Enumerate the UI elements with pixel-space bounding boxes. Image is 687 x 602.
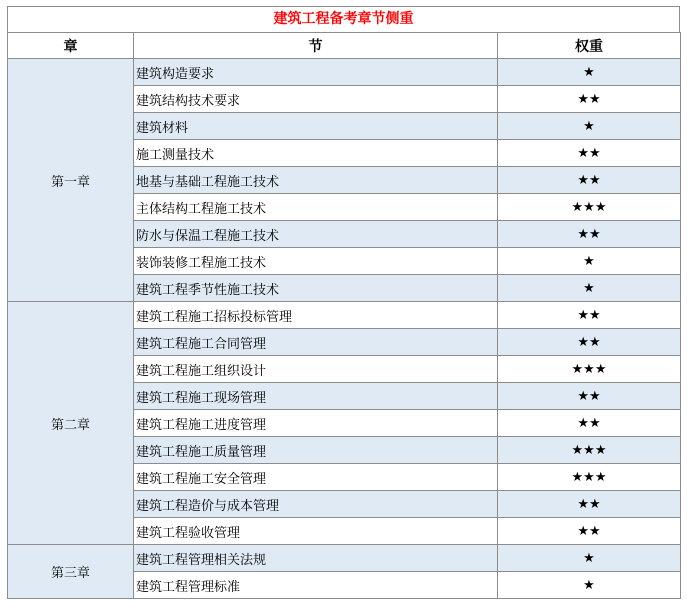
weight-stars: ★★★: [498, 437, 681, 464]
weight-stars: ★★: [498, 410, 681, 437]
header-chapter: 章: [8, 33, 134, 59]
weight-stars: ★★: [498, 167, 681, 194]
section-cell: 建筑工程施工安全管理: [134, 464, 498, 491]
chapter-cell: 第一章: [8, 59, 134, 302]
weight-stars: ★: [498, 248, 681, 275]
document-page: [7, 6, 680, 599]
weight-stars: ★: [498, 545, 681, 572]
chapter-cell: 第二章: [8, 302, 134, 545]
section-cell: 建筑工程施工招标投标管理: [134, 302, 498, 329]
weight-stars: ★★: [498, 140, 681, 167]
weight-stars: ★: [498, 275, 681, 302]
section-cell: 建筑工程施工进度管理: [134, 410, 498, 437]
section-cell: 防水与保温工程施工技术: [134, 221, 498, 248]
weight-stars: ★★★: [498, 194, 681, 221]
section-cell: 建筑构造要求: [134, 59, 498, 86]
section-cell: 装饰装修工程施工技术: [134, 248, 498, 275]
weight-stars: ★★: [498, 518, 681, 545]
weight-stars: ★★: [498, 302, 681, 329]
section-cell: 建筑工程管理标准: [134, 572, 498, 599]
section-cell: 建筑工程施工合同管理: [134, 329, 498, 356]
weight-stars: ★: [498, 572, 681, 599]
weight-stars: ★: [498, 59, 681, 86]
section-cell: 建筑工程验收管理: [134, 518, 498, 545]
weight-stars: ★★: [498, 383, 681, 410]
header-row: [8, 33, 681, 59]
table-row: [8, 302, 681, 329]
section-cell: 建筑结构技术要求: [134, 86, 498, 113]
weight-stars: ★★: [498, 491, 681, 518]
section-cell: 建筑工程施工质量管理: [134, 437, 498, 464]
header-weight: 权重: [498, 33, 681, 59]
table-row: [8, 545, 681, 572]
weight-stars: ★★★: [498, 464, 681, 491]
section-cell: 建筑材料: [134, 113, 498, 140]
weight-stars: ★★: [498, 221, 681, 248]
weight-stars: ★★★: [498, 356, 681, 383]
chapter-cell: 第三章: [8, 545, 134, 599]
chapter-weight-table: [7, 32, 681, 599]
section-cell: 施工测量技术: [134, 140, 498, 167]
section-cell: 建筑工程季节性施工技术: [134, 275, 498, 302]
table-title: 建筑工程备考章节侧重: [7, 6, 680, 32]
section-cell: 主体结构工程施工技术: [134, 194, 498, 221]
header-section: 节: [134, 33, 498, 59]
table-row: [8, 59, 681, 86]
section-cell: 建筑工程造价与成本管理: [134, 491, 498, 518]
weight-stars: ★★: [498, 329, 681, 356]
section-cell: 建筑工程管理相关法规: [134, 545, 498, 572]
section-cell: 建筑工程施工现场管理: [134, 383, 498, 410]
section-cell: 地基与基础工程施工技术: [134, 167, 498, 194]
section-cell: 建筑工程施工组织设计: [134, 356, 498, 383]
weight-stars: ★: [498, 113, 681, 140]
table-body: [8, 59, 681, 599]
weight-stars: ★★: [498, 86, 681, 113]
